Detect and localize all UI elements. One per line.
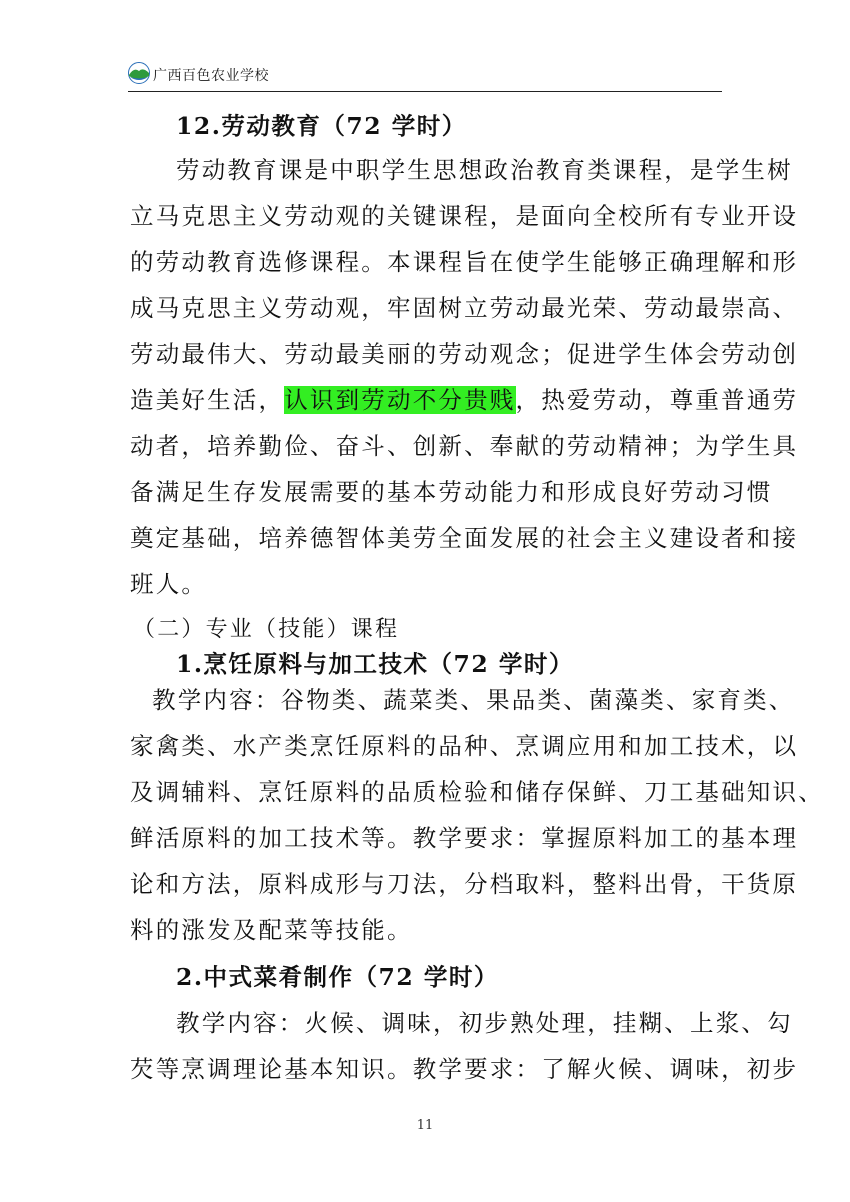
text-segment: ，热爱劳动，尊重普通劳 bbox=[515, 386, 799, 414]
section-heading-labor-education: 12.劳动教育（72 学时） bbox=[176, 112, 467, 140]
page-header bbox=[128, 58, 722, 92]
paragraph-line: 劳动教育课是中职学生思想政治教育类课程，是学生树 bbox=[176, 156, 793, 184]
paragraph-line: 成马克思主义劳动观，牢固树立劳动最光荣、劳动最崇高、 bbox=[130, 294, 799, 322]
course-heading-ingredients: 1.烹饪原料与加工技术（72 学时） bbox=[176, 650, 574, 678]
paragraph-line: 备满足生存发展需要的基本劳动能力和形成良好劳动习惯 bbox=[130, 478, 773, 506]
paragraph-line: 鲜活原料的加工技术等。教学要求：掌握原料加工的基本理 bbox=[130, 824, 799, 852]
paragraph-line: 料的涨发及配菜等技能。 bbox=[130, 916, 413, 944]
highlighted-text: 认识到劳动不分贵贱 bbox=[284, 386, 516, 414]
course-heading-chinese-dishes: 2.中式菜肴制作（72 学时） bbox=[176, 963, 499, 991]
paragraph-line: 芡等烹调理论基本知识。教学要求：了解火候、调味，初步 bbox=[130, 1055, 799, 1083]
paragraph-line: 家禽类、水产类烹饪原料的品种、烹调应用和加工技术，以 bbox=[130, 732, 799, 760]
school-name: 广西百色农业学校 bbox=[153, 68, 269, 84]
paragraph-line: 班人。 bbox=[130, 570, 208, 598]
school-logo-icon bbox=[128, 62, 150, 84]
paragraph-line-highlighted bbox=[130, 386, 799, 414]
paragraph-line: 教学内容：谷物类、蔬菜类、果品类、菌藻类、家育类、 bbox=[152, 686, 795, 714]
paragraph-line: 奠定基础，培养德智体美劳全面发展的社会主义建设者和接 bbox=[130, 524, 799, 552]
paragraph-line: 劳动最伟大、劳动最美丽的劳动观念；促进学生体会劳动创 bbox=[130, 340, 799, 368]
paragraph-line: 论和方法，原料成形与刀法，分档取料，整料出骨，干货原 bbox=[130, 870, 799, 898]
paragraph-line: 教学内容：火候、调味，初步熟处理，挂糊、上浆、勾 bbox=[176, 1009, 793, 1037]
paragraph-line: 及调辅料、烹饪原料的品质检验和储存保鲜、刀工基础知识、 bbox=[130, 778, 824, 806]
page-number: 11 bbox=[416, 1118, 434, 1133]
section-heading-professional-courses: （二）专业（技能）课程 bbox=[133, 617, 400, 642]
paragraph-line: 动者，培养勤俭、奋斗、创新、奉献的劳动精神；为学生具 bbox=[130, 432, 799, 460]
header-divider bbox=[128, 91, 722, 92]
text-segment: 造美好生活， bbox=[130, 386, 285, 414]
paragraph-line: 的劳动教育选修课程。本课程旨在使学生能够正确理解和形 bbox=[130, 248, 799, 276]
paragraph-line: 立马克思主义劳动观的关键课程，是面向全校所有专业开设 bbox=[130, 202, 799, 230]
